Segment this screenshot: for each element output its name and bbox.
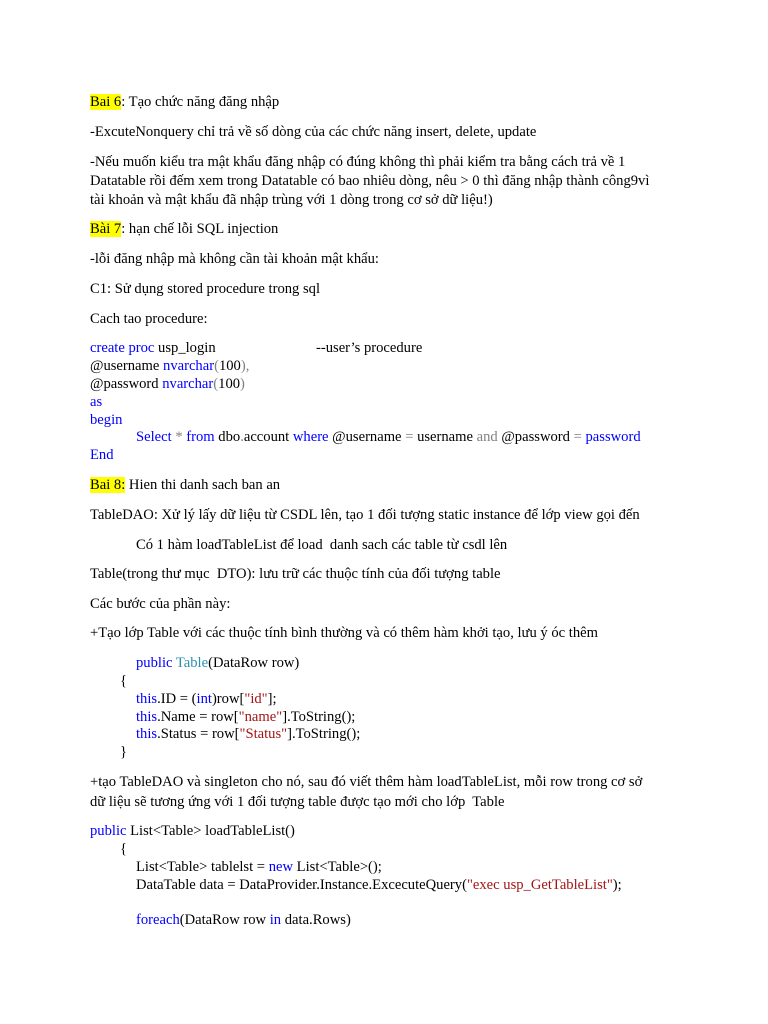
bai8-paragraph-5: +Tạo lớp Table với các thuộc tính bình thường và có thêm hàm khởi tạo, lưu ý óc thêm: [90, 625, 598, 641]
code1-open-brace: {: [120, 673, 128, 689]
code2-line-foreach: [136, 911, 351, 929]
bai7-title: : hạn chế lỗi SQL injection: [121, 221, 279, 237]
code2-line-data: [136, 876, 622, 894]
bai8-paragraph-6-line-1: +tạo TableDAO và singleton cho nó, sau đó viết thêm hàm loadTableList, mỗi row trong cơ sở: [90, 774, 643, 790]
sql-operator: and: [476, 429, 498, 445]
bai8-paragraph-2: Có 1 hàm loadTableList để load danh sach các table từ csdl lên: [136, 537, 508, 553]
sql-begin: begin: [90, 412, 123, 428]
sql-size: 100: [218, 358, 241, 374]
sql-line-password: [90, 375, 245, 393]
sql-paren: (: [213, 376, 219, 392]
bai6-title: : Tạo chức năng đăng nhập: [121, 94, 280, 110]
code-keyword: int: [196, 691, 212, 707]
sql-line-select: [136, 428, 641, 446]
code-keyword: public: [136, 655, 173, 671]
sql-param: @username: [328, 429, 406, 445]
code-type: Table: [175, 655, 209, 671]
sql-schema: dbo: [214, 429, 241, 445]
sql-line-username: [90, 357, 249, 375]
sql-operator: =: [573, 429, 582, 445]
code-text: DataTable data = DataProvider.Instance.ExcecuteQuery(: [136, 877, 467, 893]
code2-line-list: [136, 858, 382, 876]
code-text: .ID = (: [157, 691, 197, 707]
code1-line-name: [136, 708, 355, 726]
sql-proc-name: usp_login: [154, 340, 216, 356]
bai7-paragraph-2: C1: Sử dụng stored procedure trong sql: [90, 281, 321, 297]
sql-operator: =: [405, 429, 414, 445]
bai6-paragraph-2-line-3: tài khoản và mật khẩu đã nhập trùng với 1 dòng trong cơ sở dữ liệu!): [90, 192, 493, 208]
code-text: ].ToString();: [287, 726, 361, 742]
code-string: "exec usp_GetTableList": [466, 877, 613, 893]
code1-line-status: [136, 725, 360, 743]
bai6-paragraph-1: -ExcuteNonquery chỉ trả về số dòng của các chức năng insert, delete, update: [90, 124, 537, 140]
code-args: (DataRow row): [208, 655, 300, 671]
sql-column: username: [413, 429, 477, 445]
sql-comment: --user’s procedure: [316, 340, 423, 356]
code2-signature: [90, 822, 295, 840]
sql-keyword: from: [186, 429, 215, 445]
bai8-paragraph-3: Table(trong thư mục DTO): lưu trữ các thuộc tính của đối tượng table: [90, 566, 501, 582]
code1-ctor: [136, 654, 299, 672]
code-string: "id": [244, 691, 268, 707]
code-keyword: this: [136, 709, 158, 725]
sql-star: *: [171, 429, 187, 445]
code-keyword: new: [268, 859, 294, 875]
code-text: data.Rows): [281, 912, 351, 928]
bai7-label: Bài 7: [90, 221, 122, 237]
sql-param: @username: [90, 358, 164, 374]
code-string: "Status": [239, 726, 288, 742]
sql-keyword: Select: [136, 429, 172, 445]
sql-type: nvarchar: [162, 376, 214, 392]
code-text: .Status = row[: [157, 726, 240, 742]
code-text: ].ToString();: [282, 709, 356, 725]
bai8-paragraph-6-line-2: dữ liệu sẽ tương ứng với 1 đối tượng table được tạo mới cho lớp Table: [90, 794, 505, 810]
sql-punct: ): [240, 376, 245, 392]
code-keyword: in: [269, 912, 282, 928]
sql-table: account: [243, 429, 293, 445]
sql-column: password: [585, 429, 641, 445]
code-text: ];: [267, 691, 277, 707]
bai6-heading: [90, 93, 279, 111]
sql-size: 100: [218, 376, 241, 392]
code-string: "name": [238, 709, 283, 725]
code1-close-brace: }: [120, 744, 128, 760]
bai7-paragraph-3: Cach tao procedure:: [90, 311, 208, 327]
sql-line-create: [90, 339, 216, 357]
code-text: .Name = row[: [157, 709, 239, 725]
code-text: List<Table> tablelst =: [136, 859, 269, 875]
code-text: List<Table> loadTableList(): [126, 823, 295, 839]
code-keyword: this: [136, 691, 158, 707]
bai8-paragraph-4: Các bước của phần này:: [90, 596, 231, 612]
sql-type: nvarchar: [163, 358, 215, 374]
sql-end: End: [90, 447, 114, 463]
code-text: List<Table>();: [293, 859, 382, 875]
code-text: (DataRow row: [179, 912, 270, 928]
code-keyword: foreach: [136, 912, 180, 928]
sql-paren: (: [214, 358, 219, 374]
bai7-paragraph-1: -lỗi đăng nhập mà không cần tài khoản mật khẩu:: [90, 251, 379, 267]
code-text: )row[: [211, 691, 245, 707]
sql-punct: ),: [240, 358, 250, 374]
sql-param: @password: [90, 376, 163, 392]
bai8-paragraph-1: TableDAO: Xử lý lấy dữ liệu từ CSDL lên, tạo 1 đối tượng static instance để lớp view gọi đến: [90, 507, 640, 523]
code2-open-brace: {: [120, 841, 128, 857]
bai6-label: Bai 6: [90, 94, 122, 110]
sql-as: as: [90, 394, 103, 410]
code-keyword: this: [136, 726, 158, 742]
bai8-label: Bai 8:: [90, 477, 126, 493]
sql-dot: .: [240, 429, 244, 445]
bai8-heading: [90, 476, 280, 494]
bai8-title: Hien thi danh sach ban an: [125, 477, 281, 493]
bai6-paragraph-2-line-2: Datatable rồi đếm xem trong Datatable có bao nhiêu dòng, nêu > 0 thì đăng nhập thành công9vì: [90, 173, 650, 189]
sql-param: @password: [497, 429, 574, 445]
code-text: );: [612, 877, 622, 893]
bai7-heading: [90, 220, 278, 238]
code1-line-id: [136, 690, 277, 708]
code-keyword: public: [90, 823, 127, 839]
sql-keyword: where: [292, 429, 329, 445]
sql-keyword: create proc: [90, 340, 155, 356]
bai6-paragraph-2-line-1: -Nếu muốn kiểu tra mật khẩu đăng nhập có đúng không thì phải kiểm tra bằng cách trả về 1: [90, 154, 626, 170]
